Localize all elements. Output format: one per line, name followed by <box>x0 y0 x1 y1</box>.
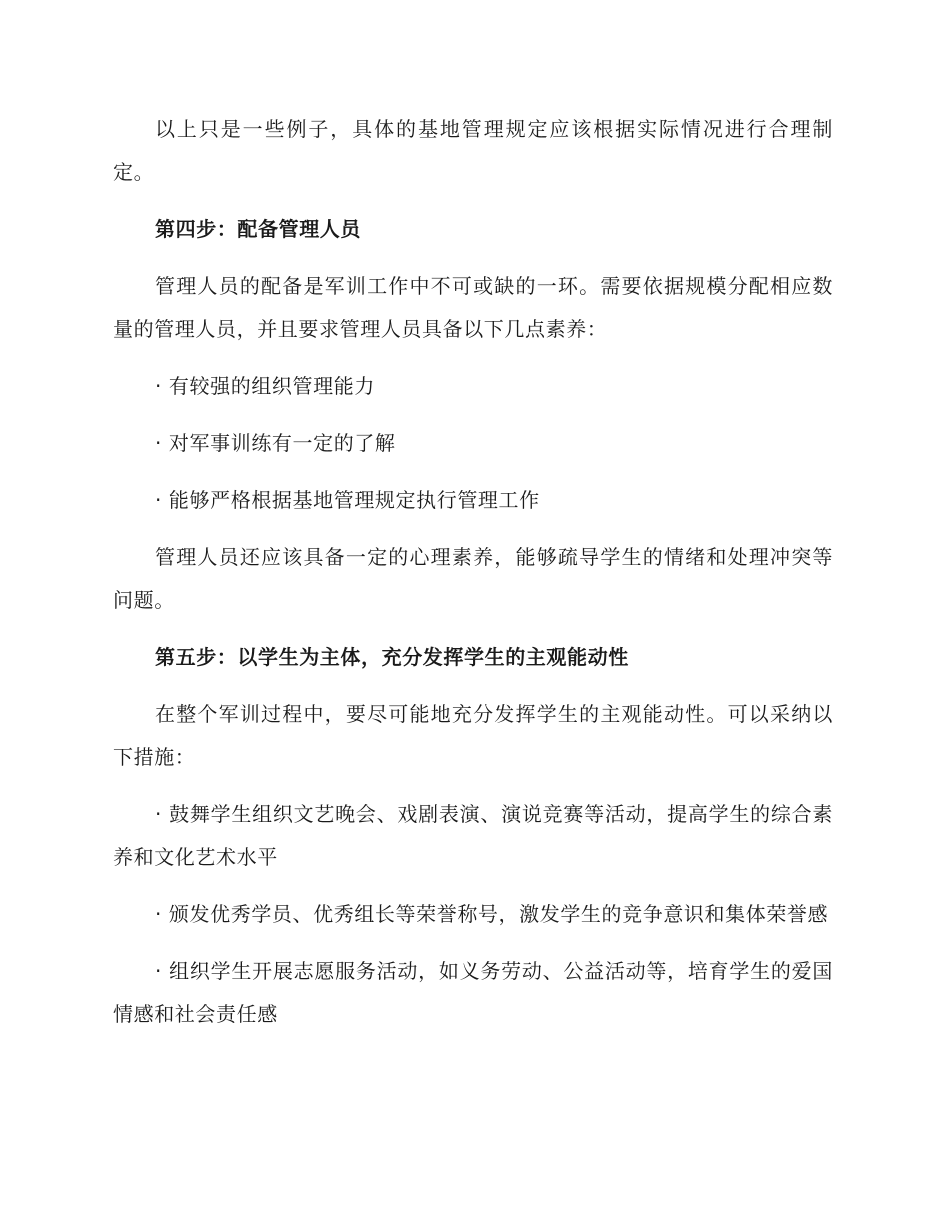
bullet-art-activities: · 鼓舞学生组织文艺晚会、戏剧表演、演说竞赛等活动，提高学生的综合素养和文化艺术水平 <box>113 802 833 869</box>
bullet-military-knowledge: · 对军事训练有一定的了解 <box>155 431 396 455</box>
bullet-volunteer-service: · 组织学生开展志愿服务活动，如义务劳动、公益活动等，培育学生的爱国情感和社会责任感 <box>113 959 833 1026</box>
document-page <box>113 108 833 1050</box>
paragraph-staffing: 管理人员的配备是军训工作中不可或缺的一环。需要依据规模分配相应数量的管理人员，并且要求管理人员具备以下几点素养： <box>113 274 833 341</box>
paragraph-psychology: 管理人员还应该具备一定的心理素养，能够疏导学生的情绪和处理冲突等问题。 <box>113 545 833 612</box>
bullet-follow-rules: · 能够严格根据基地管理规定执行管理工作 <box>155 488 540 512</box>
paragraph-examples-note: 以上只是一些例子，具体的基地管理规定应该根据实际情况进行合理制定。 <box>113 117 833 184</box>
bullet-honor-titles: · 颁发优秀学员、优秀组长等荣誉称号，激发学生的竞争意识和集体荣誉感 <box>155 902 829 926</box>
bullet-organizational-ability: · 有较强的组织管理能力 <box>155 374 375 398</box>
heading-step-five: 第五步：以学生为主体，充分发挥学生的主观能动性 <box>155 645 629 669</box>
paragraph-student-initiative: 在整个军训过程中，要尽可能地充分发挥学生的主观能动性。可以采纳以下措施： <box>113 702 833 769</box>
heading-step-four: 第四步：配备管理人员 <box>155 217 361 241</box>
